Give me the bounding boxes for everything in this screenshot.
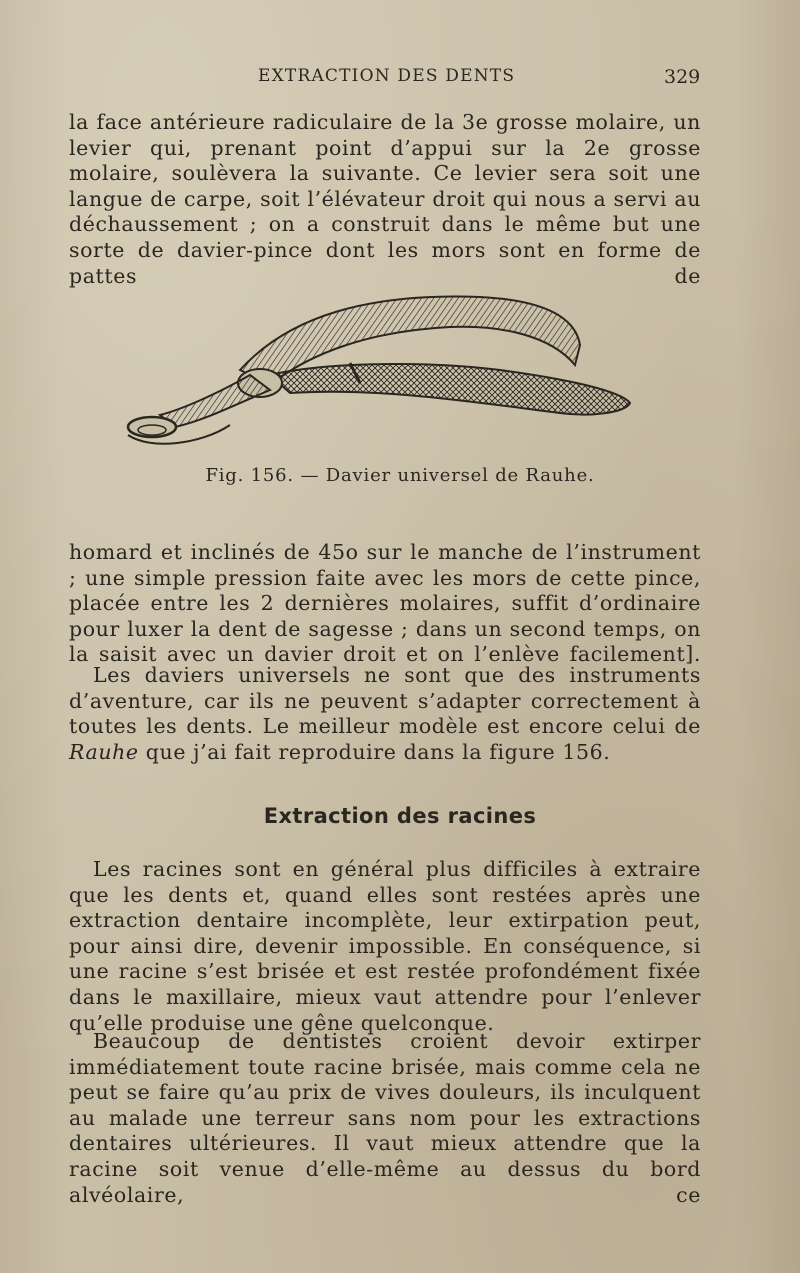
section-title: Extraction des racines — [263, 804, 537, 828]
paragraph-dentistes: Beaucoup de dentistes croient devoir extirper immédiatement toute racine brisée, mais comme cela ne peut se faire qu’au prix de vives douleurs, ils inculquent au malade une terreur sans nom pour les extractions dentaires ultérieures. Il vaut mieux attendre que la racine soit venue d’elle-même au dessus du bord alvéolaire, ce — [69, 1029, 701, 1207]
paragraph-intro: la face antérieure radiculaire de la 3e grosse molaire, un levier qui, prenant point d’appui sur la 2e grosse molaire, soulèvera la suivante. Ce levier sera soit une langue de carpe, soit l’élévateur droit qui nous a servi au déchaussement ; on a construit dans le même but une sorte de davier-pince dont les mors sont en forme de pattes de — [69, 110, 701, 288]
page-number: 329 — [664, 66, 701, 88]
paragraph-racines: Les racines sont en général plus difficiles à extraire que les dents et, quand elles sont restées après une extraction dentaire incomplète, leur extirpation peut, pour ainsi dire, devenir impossible. En conséquence, si une racine s’est brisée et est restée profondément fixée dans le maxillaire, mieux vaut attendre pour l’enlever qu’elle produise une gêne quelconque. — [69, 857, 701, 1035]
paragraph-daviers-text-1: Les daviers universels ne sont que des instruments d’aventure, car ils ne peuvent s’adapter correctement à toutes les dents. Le meilleur modèle est encore celui de — [69, 663, 701, 739]
forceps-figure — [120, 275, 640, 460]
dental-forceps-illustration — [120, 275, 640, 460]
paragraph-daviers — [69, 663, 701, 765]
paragraph-homard: homard et inclinés de 45o sur le manche de l’instrument ; une simple pression faite avec les mors de cette pince, placée entre les 2 dernières molaires, suffit d’ordinaire pour luxer la dent de sagesse ; dans un second temps, on la saisit avec un davier droit et on l’enlève facilement]. — [69, 540, 701, 667]
running-head: EXTRACTION DES DENTS — [258, 66, 516, 86]
paragraph-daviers-text-2: que j’ai fait reproduire dans la figure 156. — [138, 739, 611, 764]
page-header — [0, 66, 800, 96]
figure-caption: Fig. 156. — Davier universel de Rauhe. — [205, 465, 595, 486]
paragraph-daviers-author: Rauhe — [69, 739, 139, 764]
